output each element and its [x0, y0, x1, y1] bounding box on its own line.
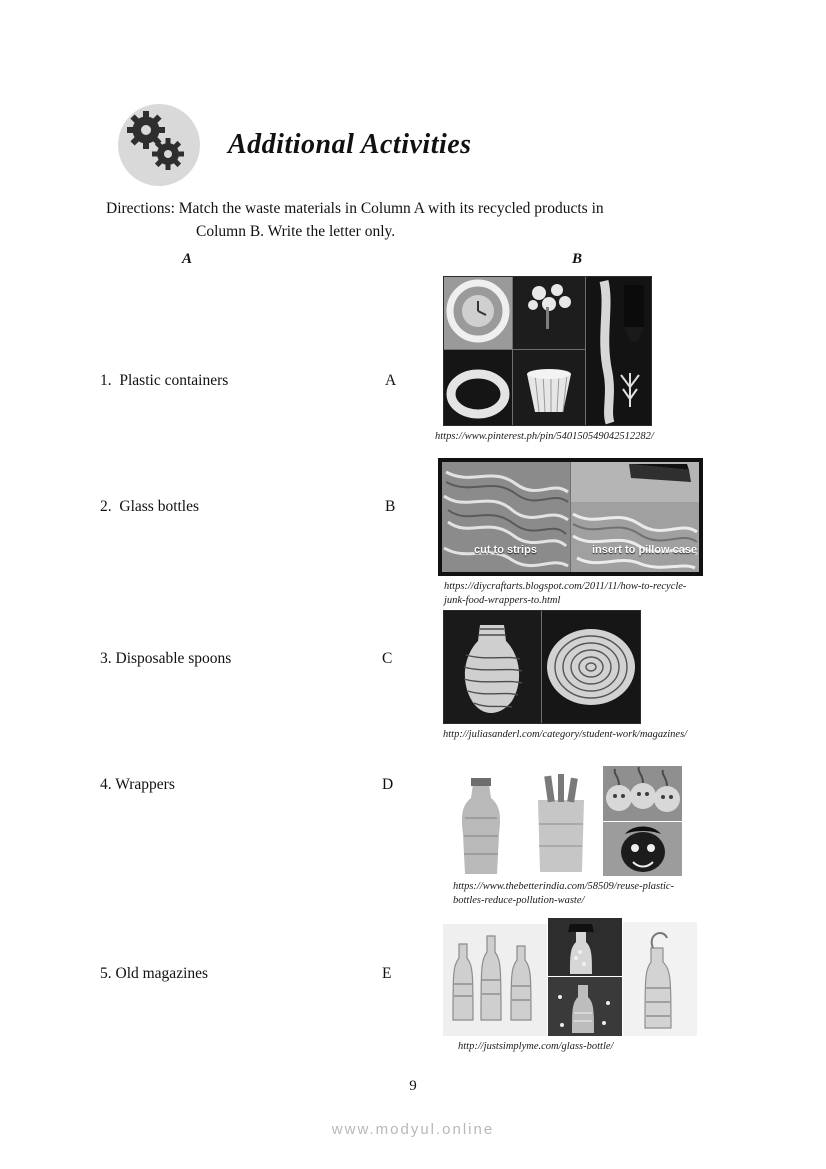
directions-label: Directions:: [106, 200, 175, 217]
page-number: 9: [409, 1078, 417, 1094]
item-letter: B: [385, 498, 396, 515]
item-letter: E: [382, 965, 392, 982]
column-a-header: A: [182, 251, 193, 267]
figure-d-image: [443, 766, 682, 876]
section-header: [118, 104, 472, 186]
list-item: [100, 650, 231, 668]
item-letter: C: [382, 650, 393, 667]
page-title: Additional Activities: [228, 129, 472, 160]
figure-c-image: [443, 610, 641, 724]
figure-a-caption: https://www.pinterest.ph/pin/540150549042512282/: [435, 431, 654, 442]
item-text: Wrappers: [115, 776, 175, 793]
figure-b-image: [438, 458, 703, 576]
figure-d-caption: https://www.thebetterindia.com/58509/reuse-plastic-bottles-reduce-pollution-waste/: [453, 881, 675, 906]
figure-c: [443, 610, 743, 742]
item-text: Disposable spoons: [115, 650, 232, 667]
figure-e-caption: http://justsimplyme.com/glass-bottle/: [458, 1041, 614, 1052]
directions-line-1: Match the waste materials in Column A with its recycled products in: [178, 200, 604, 217]
figure-a-image: [443, 276, 652, 426]
list-item: [100, 498, 199, 516]
item-number: 3.: [100, 650, 112, 667]
watermark: www.modyul.online: [331, 1121, 495, 1138]
item-number: 4.: [100, 776, 112, 793]
figure-b: [438, 458, 703, 608]
column-b-header: B: [572, 251, 583, 267]
figure-c-caption: http://juliasanderl.com/category/student-work/magazines/: [443, 729, 688, 740]
list-item: [100, 776, 175, 794]
item-number: 1.: [100, 372, 112, 389]
figure-e: [443, 918, 718, 1054]
figure-d: [443, 766, 701, 908]
item-letter: D: [382, 776, 394, 793]
figure-a: [435, 276, 735, 444]
item-number: 2.: [100, 498, 112, 515]
figure-b-caption: https://diycraftarts.blogspot.com/2011/11/how-to-recycle-junk-food-wrappers-to.html: [444, 581, 687, 606]
gears-icon: [118, 104, 200, 186]
list-item: [100, 372, 228, 390]
item-number: 5.: [100, 965, 112, 982]
directions: [106, 197, 728, 244]
directions-line-2: Column B. Write the letter only.: [196, 223, 396, 241]
list-item: [100, 965, 208, 983]
figure-e-image: [443, 918, 697, 1036]
item-letter: A: [385, 372, 397, 389]
figure-b-overlay-label-2: insert to pillow case: [592, 544, 698, 556]
item-text: Old magazines: [115, 965, 209, 982]
item-text: Glass bottles: [119, 498, 200, 515]
item-text: Plastic containers: [119, 372, 229, 389]
figure-b-overlay-label-1: cut to strips: [474, 544, 537, 556]
